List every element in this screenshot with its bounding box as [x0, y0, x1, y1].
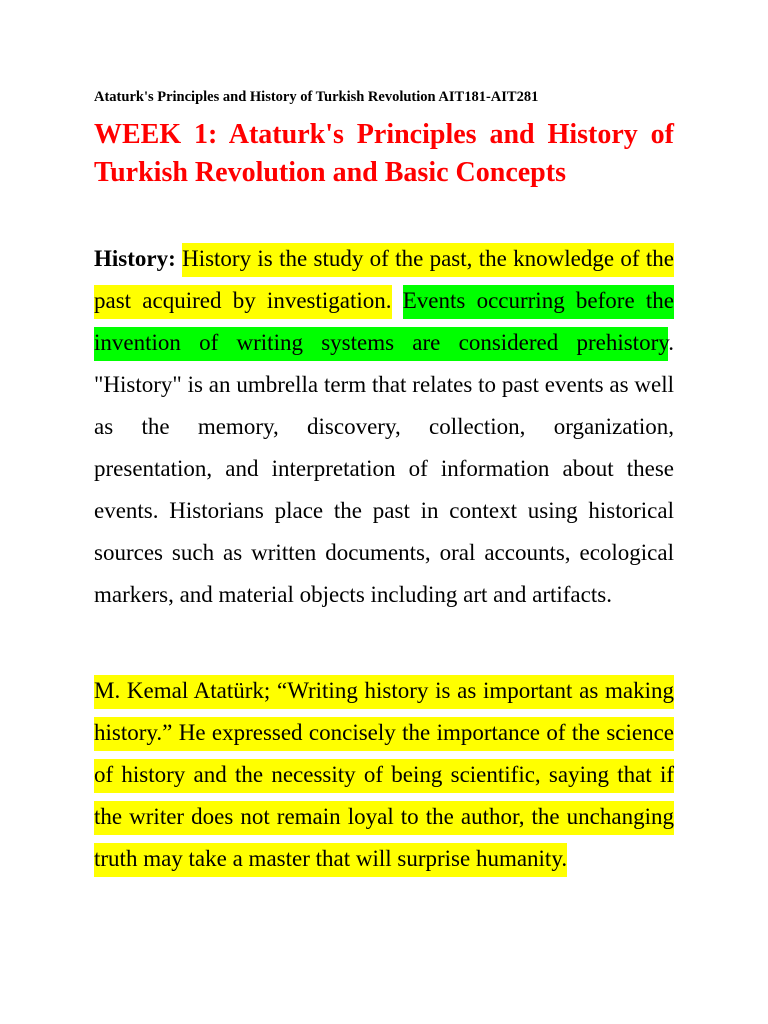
- history-term: History:: [94, 246, 176, 271]
- week-title: WEEK 1: Ataturk's Principles and History of Turkish Revolution and Basic Concepts: [94, 119, 674, 188]
- ataturk-quote-highlight: M. Kemal Atatürk; “Writing history is as important as making history.” He expressed concisely the importance of the science of history and the necessity of being scientific, saying that if the writer does not remain loyal to the author, the unchanging truth may take a master that will surprise humanity.: [94, 675, 674, 877]
- history-body-text: . "History" is an umbrella term that relates to past events as well as the memory, discovery, collection, organization, presentation, and interpretation of information about these events. Historians place the past in context using historical sources such as written documents, oral accounts, ecological markers, and material objects including art and artifacts.: [94, 330, 674, 607]
- ataturk-quote-paragraph: [94, 670, 674, 880]
- running-header: Ataturk's Principles and History of Turkish Revolution AIT181-AIT281: [94, 89, 539, 105]
- history-definition-highlight: History is the study of the past, the knowledge of the past acquired by investigation.: [94, 243, 674, 319]
- prehistory-highlight: Events occurring before the invention of writing systems are considered prehistory: [94, 285, 674, 361]
- history-paragraph: [94, 238, 674, 616]
